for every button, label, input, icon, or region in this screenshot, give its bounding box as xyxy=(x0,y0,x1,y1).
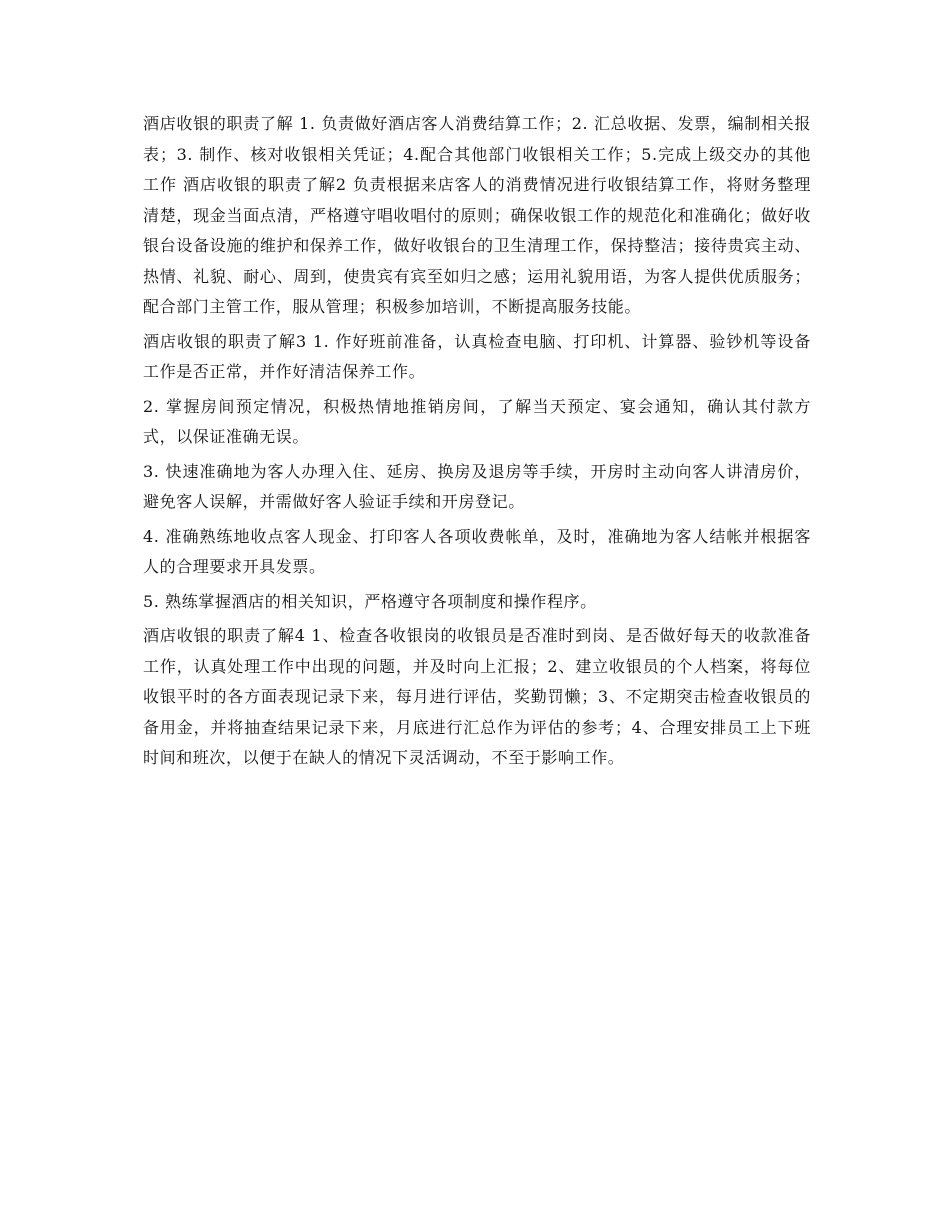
paragraph-item-4: 4. 准确熟练地收点客人现金、打印客人各项收费帐单，及时，准确地为客人结帐并根据客人的合理要求开具发票。 xyxy=(143,526,811,576)
paragraph-item-2: 2. 掌握房间预定情况，积极热情地推销房间，了解当天预定、宴会通知，确认其付款方式，以保证准确无误。 xyxy=(143,396,811,446)
paragraph-item-3: 3. 快速准确地为客人办理入住、延房、换房及退房等手续，开房时主动向客人讲清房价，避免客人误解，并需做好客人验证手续和开房登记。 xyxy=(143,461,811,511)
document-body xyxy=(143,109,811,778)
paragraph-cashier-duties-1-2: 酒店收银的职责了解 1. 负责做好酒店客人消费结算工作；2. 汇总收据、发票，编制相关报表；3. 制作、核对收银相关凭证；4.配合其他部门收银相关工作；5.完成上级交办的其他工作 酒店收银的职责了解2 负责根据来店客人的消费情况进行收银结算工作，将财务整理清楚，现金当面点清，严格遵守唱收唱付的原则；确保收银工作的规范化和准确化；做好收银台设备设施的维护和保养工作，做好收银台的卫生清理工作，保持整洁；接待贵宾主动、热情、礼貌、耐心、周到，使贵宾有宾至如归之感；运用礼貌用语，为客人提供优质服务；配合部门主管工作，服从管理；积极参加培训，不断提高服务技能。 xyxy=(143,114,811,316)
paragraph-cashier-duties-4: 酒店收银的职责了解4 1、检查各收银岗的收银员是否准时到岗、是否做好每天的收款准备工作，认真处理工作中出现的问题，并及时向上汇报；2、建立收银员的个人档案，将每位收银平时的各方面表现记录下来，每月进行评估，奖勤罚懒；3、不定期突击检查收银员的备用金，并将抽查结果记录下来，月底进行汇总作为评估的参考；4、合理安排员工上下班时间和班次，以便于在缺人的情况下灵活调动，不至于影响工作。 xyxy=(143,626,811,767)
paragraph-item-5: 5. 熟练掌握酒店的相关知识，严格遵守各项制度和操作程序。 xyxy=(143,591,597,611)
paragraph-cashier-duties-3: 酒店收银的职责了解3 1. 作好班前准备，认真检查电脑、打印机、计算器、验钞机等设备工作是否正常，并作好清洁保养工作。 xyxy=(143,331,811,381)
